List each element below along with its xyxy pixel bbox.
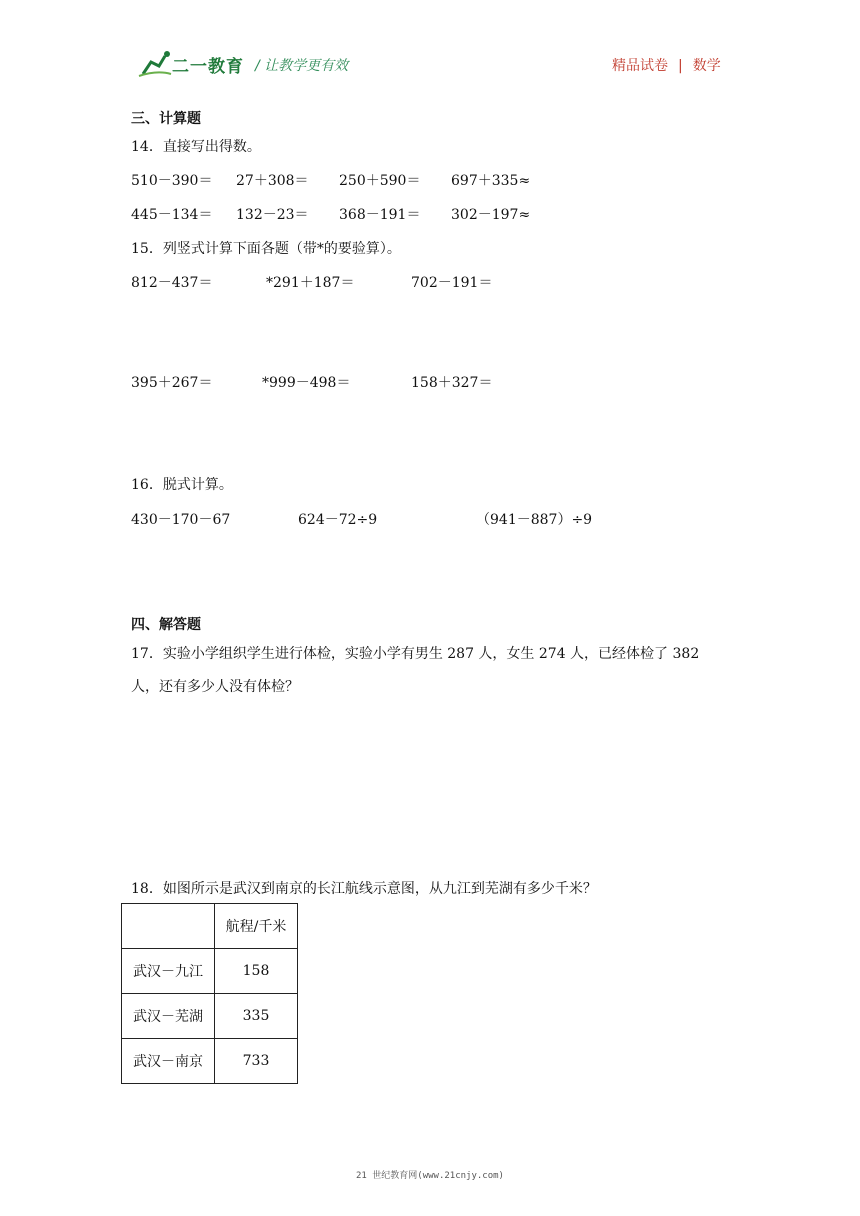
question-14: 14．直接写出得数。 <box>131 139 261 155</box>
brand-slogan: / 让教学更有效 <box>255 58 349 74</box>
equation: 132－23＝ <box>236 207 309 223</box>
route-cell: 武汉－九江 <box>122 949 215 994</box>
header-tag-subject: 数学 <box>692 58 721 74</box>
route-distance-table <box>121 903 298 1084</box>
question-17-line-2: 人，还有多少人没有体检？ <box>131 679 299 695</box>
question-17-line-1: 17．实验小学组织学生进行体检，实验小学有男生 287 人，女生 274 人，已经体检了 382 <box>131 646 700 662</box>
expression: （941－887）÷9 <box>476 512 593 528</box>
route-cell: 武汉－芜湖 <box>122 994 215 1039</box>
equation: 812－437＝ <box>131 275 213 291</box>
equation: 445－134＝ <box>131 207 213 223</box>
expression: 430－170－67 <box>131 512 231 528</box>
equation: 302－197≈ <box>451 207 531 223</box>
table-row <box>122 1039 298 1084</box>
section-3-title: 三、计算题 <box>131 111 201 127</box>
table-row <box>122 949 298 994</box>
distance-cell: 335 <box>215 994 298 1039</box>
table-header-cell: 航程/千米 <box>215 904 298 949</box>
equation: 702－191＝ <box>411 275 493 291</box>
equation: *291＋187＝ <box>266 275 355 291</box>
equation: 510－390＝ <box>131 173 213 189</box>
route-cell: 武汉－南京 <box>122 1039 215 1084</box>
header-tags <box>612 55 721 75</box>
section-4-title: 四、解答题 <box>131 617 201 633</box>
page-footer: 21 世纪教育网(www.21cnjy.com) <box>356 1171 504 1181</box>
question-16: 16．脱式计算。 <box>131 477 233 493</box>
distance-cell: 158 <box>215 949 298 994</box>
header-divider: | <box>678 58 683 74</box>
distance-cell: 733 <box>215 1039 298 1084</box>
expression: 624－72÷9 <box>298 512 378 528</box>
equation: 158＋327＝ <box>411 375 493 391</box>
equation: 395＋267＝ <box>131 375 213 391</box>
equation: 250＋590＝ <box>339 173 421 189</box>
equation: 697＋335≈ <box>451 173 531 189</box>
equation: 27＋308＝ <box>236 173 309 189</box>
equation: 368－191＝ <box>339 207 421 223</box>
question-18: 18．如图所示是武汉到南京的长江航线示意图，从九江到芜湖有多少千米？ <box>131 881 597 897</box>
question-15: 15．列竖式计算下面各题（带*的要验算）。 <box>131 241 401 257</box>
table-header-row <box>122 904 298 949</box>
equation: *999－498＝ <box>262 375 351 391</box>
brand-name: 二一教育 <box>172 57 244 77</box>
header-tag-quality: 精品试卷 <box>612 58 668 74</box>
table-header-cell <box>122 904 215 949</box>
table-row <box>122 994 298 1039</box>
